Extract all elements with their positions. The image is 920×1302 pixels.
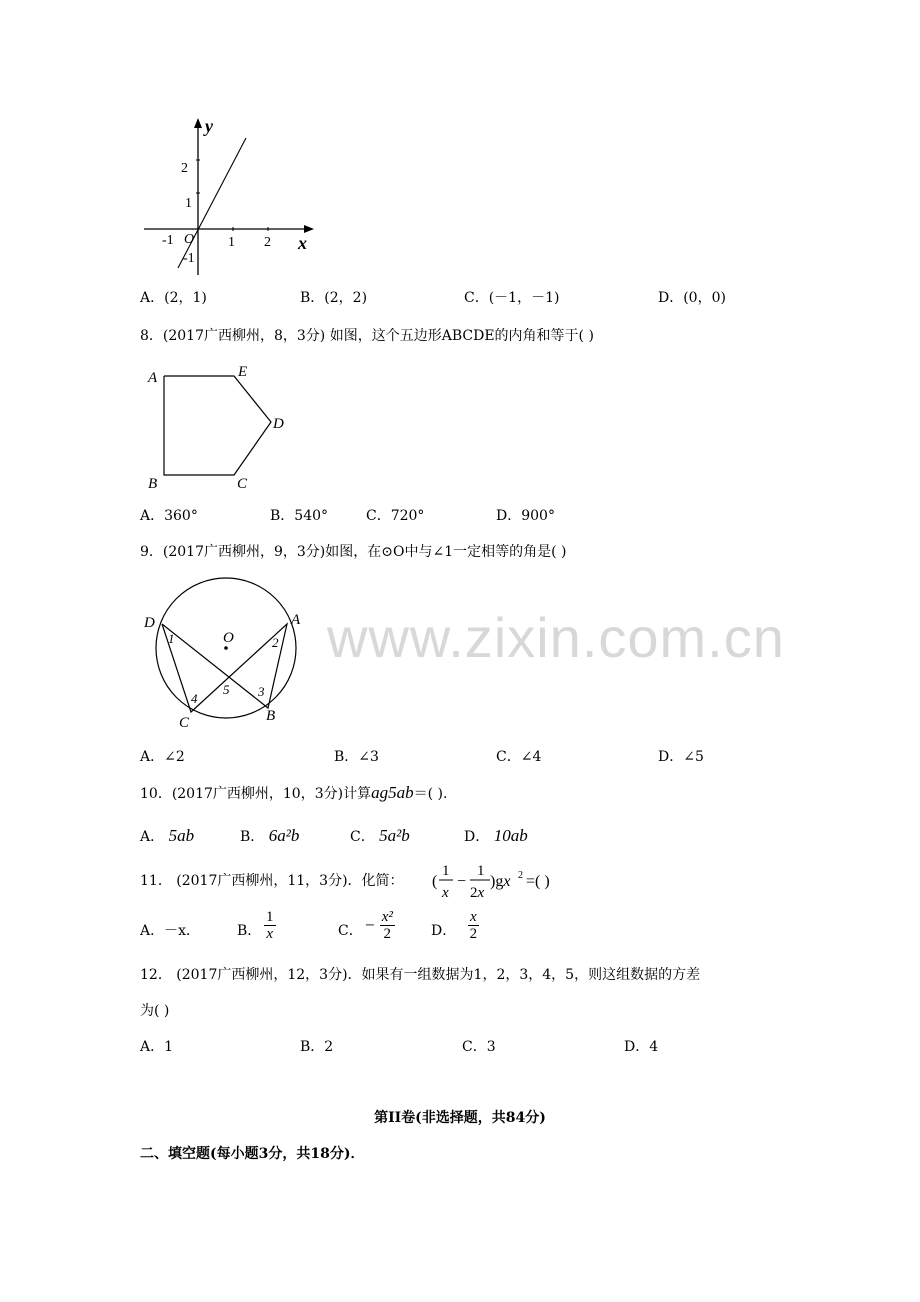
q9-option-a: A．∠2 [140,749,185,765]
svg-text:)gx: )gx [490,873,511,890]
q10-stem-end: ＝( ). [413,786,448,802]
y-tick-2: 2 [181,161,188,176]
q10-expression: ag5ab [371,783,414,802]
point-a: A [291,612,301,628]
q10-option-d: D． 10ab [464,826,528,845]
q8-option-d: D．900° [496,508,555,524]
svg-text:(: ( [432,873,438,890]
q10-option-b: B． 6a²b [240,826,300,845]
vertex-a: A [148,370,158,386]
q8-stem: 8．(2017广西柳州，8，3分) 如图，这个五边形ABCDE的内角和等于( ) [140,328,594,344]
y-tick-neg1: -1 [183,251,195,266]
q8-option-c: C．720° [366,508,425,524]
q12-stem-line1: 12． (2017广西柳州，12，3分)．如果有一组数据为1，2，3，4，5，则这组数据的方差 [140,967,701,983]
q12-option-d: D．4 [624,1039,659,1055]
section-subtitle: 二、填空题(每小题3分，共18分)． [140,1146,365,1162]
point-d: D [144,615,155,631]
section-title: 第II卷(非选择题，共84分) [374,1110,546,1126]
origin-label: O [184,232,195,247]
point-o: O [223,630,234,646]
q12-option-a: A．1 [140,1039,174,1055]
q10-option-a: A． 5ab [140,826,195,845]
q11-option-a: A．－x． [140,923,201,939]
vertex-d: D [273,416,284,432]
q7-option-b: B．(2，2) [300,290,368,306]
svg-text:2x: 2x [470,885,485,901]
q8-option-b: B．540° [270,508,329,524]
point-b: B [266,708,276,724]
q9-option-d: D．∠5 [658,749,704,765]
q11-option-b-fraction: $\frac{1}{x}$ [266,909,274,942]
y-axis-arrow [194,118,202,128]
q11-option-c-fraction: − $\frac{\text{x²}}{2}$ [365,909,393,942]
svg-text:1: 1 [442,863,450,879]
q12-option-b: B．2 [300,1039,334,1055]
y-axis-label: y [205,116,213,136]
q11-option-d-fraction: $\frac{x}{2}$ [469,909,478,942]
x-axis-label: x [298,233,307,253]
x-axis-arrow [304,225,314,233]
angle-5: 5 [223,682,230,697]
q10-option-c: C． 5a²b [350,826,410,845]
q11-option-b: B． [237,923,262,939]
circle-figure [140,570,310,730]
q9-option-b: B．∠3 [334,749,379,765]
q10-stem-text: 10．(2017广西柳州，10，3分)计算 [140,786,372,802]
vertex-b: B [148,476,158,492]
q7-option-a: A．(2，1) [140,290,207,306]
q11-option-c: C． [338,923,363,939]
q12-stem-line2: 为( ) [140,1003,170,1019]
linear-graph-figure [138,110,328,280]
vertex-c: C [237,476,248,492]
svg-text:=( ): =( ) [526,873,550,890]
watermark: www.zixin.com.cn [327,606,785,669]
x-tick-1: 1 [228,235,235,250]
x-tick-neg1: -1 [162,233,174,248]
pentagon-figure [140,360,300,495]
svg-text:−: − [457,873,467,890]
x-tick-2: 2 [264,235,271,250]
q12-option-c: C．3 [462,1039,496,1055]
q9-stem: 9．(2017广西柳州，9，3分)如图，在⊙O中与∠1一定相等的角是( ) [140,544,567,560]
q8-option-a: A．360° [140,508,198,524]
vertex-e: E [238,364,248,380]
angle-4: 4 [191,691,198,706]
svg-text:2: 2 [518,870,523,881]
q9-option-c: C．∠4 [496,749,542,765]
point-c: C [179,715,190,730]
q11-expression [432,858,582,904]
svg-text:1: 1 [477,863,485,879]
angle-3: 3 [258,684,265,699]
angle-2: 2 [272,635,279,650]
q7-option-d: D．(0，0) [658,290,726,306]
q11-stem: 11． (2017广西柳州，11，3分)．化简： [140,873,404,889]
y-tick-1: 1 [185,196,192,211]
q10-stem [140,784,447,803]
angle-1: 1 [168,631,175,646]
q11-option-d: D． [431,923,457,939]
svg-text:x: x [442,885,449,901]
q7-option-c: C．(－1，－1) [464,290,560,306]
